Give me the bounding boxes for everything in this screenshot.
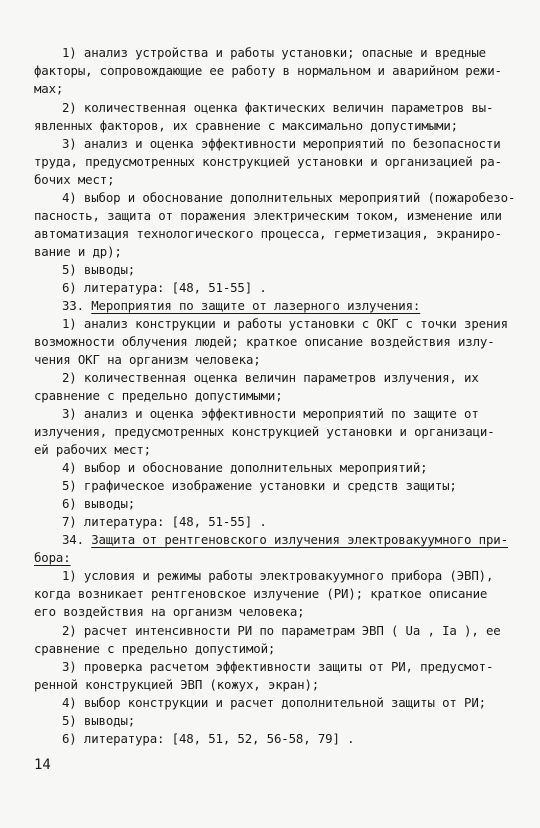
text-line: сравнение с предельно допустимыми; bbox=[34, 388, 283, 403]
text-line: 4) выбор и обоснование дополнительных мероприятий; bbox=[62, 460, 428, 475]
text-line: 2) расчет интенсивности РИ по параметрам ЭВП ( Ua , Ia ), ее bbox=[62, 623, 501, 638]
text-line: пасность, защита от поражения электрическим током, изменение или bbox=[34, 208, 502, 223]
text-line: 6) выводы; bbox=[62, 496, 136, 511]
text-line-prefix: 34. bbox=[62, 532, 92, 547]
text-line bbox=[62, 531, 508, 549]
text-line: его воздействия на организм человека; bbox=[34, 604, 305, 619]
text-line: 6) литература: [48, 51, 52, 56-58, 79] . bbox=[62, 731, 355, 746]
text-line: 2) количественная оценка фактических величин параметров вы- bbox=[62, 100, 494, 115]
text-line-prefix: 33. bbox=[62, 298, 92, 313]
text-line: излучения, предусмотренных конструкцией установки и организаци- bbox=[34, 424, 495, 439]
page-number: 14 bbox=[34, 757, 51, 773]
text-line: 4) выбор конструкции и расчет дополнительной защиты от РИ; bbox=[62, 695, 486, 710]
text-line: явленных факторов, их сравнение с максимально допустимыми; bbox=[34, 118, 458, 133]
text-line: чения ОКГ на организм человека; bbox=[34, 352, 261, 367]
text-line: вание и др); bbox=[34, 244, 122, 259]
text-line: 7) литература: [48, 51-55] . bbox=[62, 514, 267, 529]
text-line: труда, предусмотренных конструкцией установки и организацией ра- bbox=[34, 154, 502, 169]
section-heading: бора: bbox=[34, 550, 71, 565]
section-heading: Мероприятия по защите от лазерного излучения: bbox=[91, 298, 421, 313]
text-line: 1) анализ устройства и работы установки; опасные и вредные bbox=[62, 45, 486, 60]
text-line: 6) литература: [48, 51-55] . bbox=[62, 280, 267, 295]
text-line bbox=[62, 297, 420, 315]
text-line: возможности облучения людей; краткое описание воздействия излу- bbox=[34, 334, 495, 349]
text-line: 1) анализ конструкции и работы установки с ОКГ с точки зрения bbox=[62, 316, 508, 331]
text-line: ренной конструкцией ЭВП (кожух, экран); bbox=[34, 677, 320, 692]
section-heading: Защита от рентгеновского излучения электровакуумного при- bbox=[91, 532, 508, 547]
text-line: 5) выводы; bbox=[62, 262, 136, 277]
text-line: сравнение с предельно допустимой; bbox=[34, 641, 276, 656]
text-line: 4) выбор и обоснование дополнительных мероприятий (пожаробезо- bbox=[62, 190, 516, 205]
text-line: автоматизация технологического процесса, герметизация, экраниро- bbox=[34, 226, 502, 241]
text-line: 5) выводы; bbox=[62, 713, 136, 728]
text-line: ей рабочих мест; bbox=[34, 442, 151, 457]
text-line bbox=[34, 549, 71, 567]
text-line: 3) анализ и оценка эффективности мероприятий по безопасности bbox=[62, 136, 501, 151]
text-line: 5) графическое изображение установки и средств защиты; bbox=[62, 478, 457, 493]
text-line: 3) анализ и оценка эффективности мероприятий по защите от bbox=[62, 406, 479, 421]
text-line: факторы, сопровождающие ее работу в нормальном и аварийном режи- bbox=[34, 63, 502, 78]
text-line: когда возникает рентгеновское излучение (РИ); краткое описание bbox=[34, 586, 488, 601]
text-line: 2) количественная оценка величин параметров излучения, их bbox=[62, 370, 479, 385]
text-line: мах; bbox=[34, 81, 64, 96]
text-line: 3) проверка расчетом эффективности защиты от РИ, предусмот- bbox=[62, 659, 494, 674]
text-line: бочих мест; bbox=[34, 172, 115, 187]
text-line: 1) условия и режимы работы электровакуумного прибора (ЭВП), bbox=[62, 568, 494, 583]
